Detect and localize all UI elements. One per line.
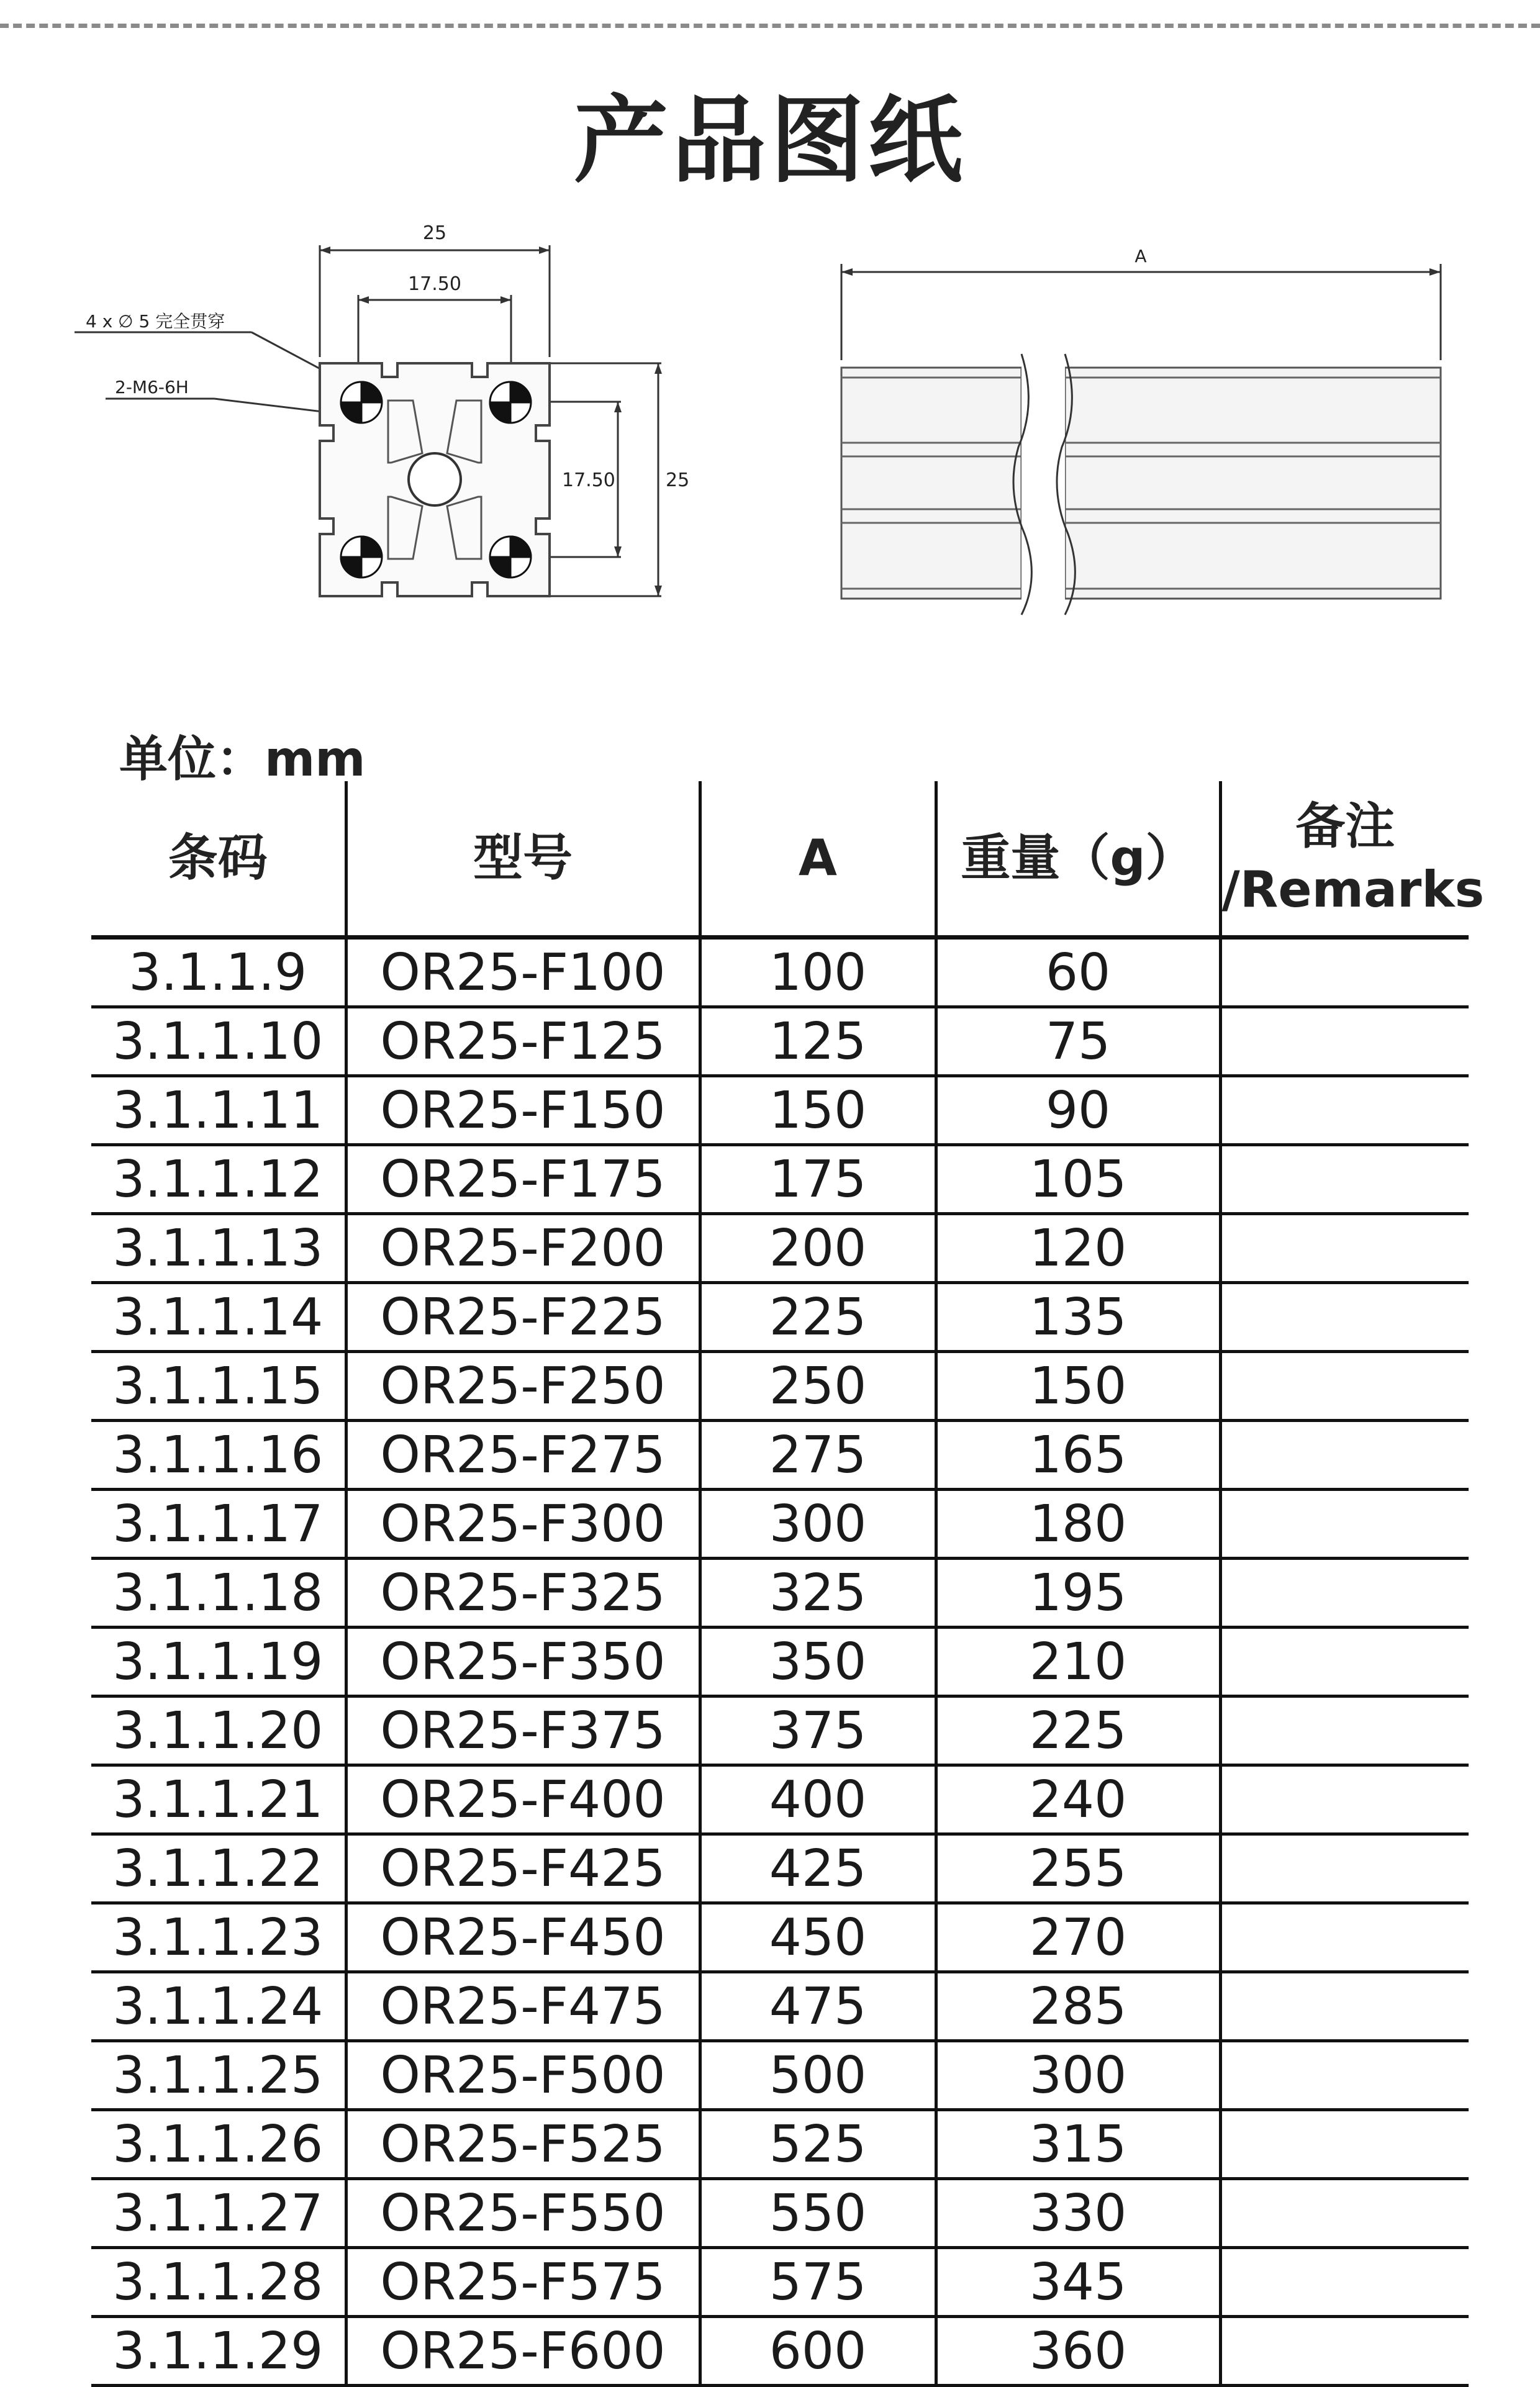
cell-weight: 75: [936, 1007, 1220, 1076]
cell-barcode: 3.1.1.18: [91, 1559, 346, 1628]
cell-barcode: 3.1.1.17: [91, 1490, 346, 1559]
cell-model: OR25-F575: [346, 2248, 700, 2317]
cell-length: 125: [700, 1007, 936, 1076]
cell-barcode: 3.1.1.25: [91, 2041, 346, 2110]
cell-weight: 360: [936, 2317, 1220, 2386]
cell-length: 225: [700, 1283, 936, 1352]
table-row: [91, 1214, 1469, 1283]
cell-model: OR25-F325: [346, 1559, 700, 1628]
table-row: [91, 1696, 1469, 1765]
profile-cross-section-drawing: [75, 214, 720, 618]
dim-inner-height: 17.50: [562, 469, 615, 491]
cell-barcode: 3.1.1.29: [91, 2317, 346, 2386]
cell-barcode: 3.1.1.23: [91, 1903, 346, 1972]
table-row: [91, 1972, 1469, 2041]
table-row: [91, 1765, 1469, 1834]
header-barcode: 条码: [91, 781, 346, 938]
cell-weight: 270: [936, 1903, 1220, 1972]
table-row: [91, 1559, 1469, 1628]
cell-model: OR25-F150: [346, 1076, 700, 1145]
cell-barcode: 3.1.1.12: [91, 1145, 346, 1214]
spec-table-wrapper: [91, 781, 1485, 2387]
cell-barcode: 3.1.1.15: [91, 1352, 346, 1421]
table-row: [91, 2317, 1469, 2386]
cell-weight: 345: [936, 2248, 1220, 2317]
cell-length: 250: [700, 1352, 936, 1421]
cell-length: 575: [700, 2248, 936, 2317]
cell-weight: 180: [936, 1490, 1220, 1559]
cell-weight: 165: [936, 1421, 1220, 1490]
cell-remarks: [1220, 2041, 1469, 2110]
table-row: [91, 1145, 1469, 1214]
cell-weight: 60: [936, 938, 1220, 1007]
cell-weight: 240: [936, 1765, 1220, 1834]
cell-remarks: [1220, 1628, 1469, 1696]
cell-remarks: [1220, 2179, 1469, 2248]
cell-length: 325: [700, 1559, 936, 1628]
cell-model: OR25-F475: [346, 1972, 700, 2041]
cell-model: OR25-F550: [346, 2179, 700, 2248]
cell-model: OR25-F125: [346, 1007, 700, 1076]
cell-model: OR25-F175: [346, 1145, 700, 1214]
cell-barcode: 3.1.1.20: [91, 1696, 346, 1765]
cell-weight: 330: [936, 2179, 1220, 2248]
cell-length: 425: [700, 1834, 936, 1903]
table-body: [91, 938, 1469, 2386]
table-row: [91, 938, 1469, 1007]
cell-remarks: [1220, 1834, 1469, 1903]
header-weight: 重量（g）: [936, 781, 1220, 938]
cell-length: 175: [700, 1145, 936, 1214]
dim-inner-width: 17.50: [408, 273, 461, 295]
table-row: [91, 1903, 1469, 1972]
cell-length: 475: [700, 1972, 936, 2041]
profile-side-view-drawing: [835, 236, 1456, 621]
cell-barcode: 3.1.1.24: [91, 1972, 346, 2041]
cell-weight: 285: [936, 1972, 1220, 2041]
cell-barcode: 3.1.1.27: [91, 2179, 346, 2248]
header-length: A: [700, 781, 936, 938]
table-row: [91, 1834, 1469, 1903]
cell-remarks: [1220, 1283, 1469, 1352]
cell-weight: 255: [936, 1834, 1220, 1903]
cell-weight: 120: [936, 1214, 1220, 1283]
cell-model: OR25-F400: [346, 1765, 700, 1834]
cell-barcode: 3.1.1.9: [91, 938, 346, 1007]
cell-length: 400: [700, 1765, 936, 1834]
cell-remarks: [1220, 1559, 1469, 1628]
cell-weight: 315: [936, 2110, 1220, 2179]
page-title: 产品图纸: [574, 86, 966, 196]
cell-length: 375: [700, 1696, 936, 1765]
cell-model: OR25-F250: [346, 1352, 700, 1421]
cell-length: 350: [700, 1628, 936, 1696]
table-header-row: [91, 781, 1469, 938]
cell-model: OR25-F525: [346, 2110, 700, 2179]
cell-weight: 300: [936, 2041, 1220, 2110]
cell-length: 525: [700, 2110, 936, 2179]
cell-remarks: [1220, 1007, 1469, 1076]
cell-length: 150: [700, 1076, 936, 1145]
cell-weight: 135: [936, 1283, 1220, 1352]
cell-remarks: [1220, 2317, 1469, 2386]
cell-weight: 150: [936, 1352, 1220, 1421]
cell-length: 300: [700, 1490, 936, 1559]
table-row: [91, 1007, 1469, 1076]
cell-length: 600: [700, 2317, 936, 2386]
cell-remarks: [1220, 1765, 1469, 1834]
header-remarks: 备注 /Remarks: [1220, 781, 1469, 938]
cell-length: 100: [700, 938, 936, 1007]
cell-remarks: [1220, 1903, 1469, 1972]
cell-weight: 105: [936, 1145, 1220, 1214]
table-row: [91, 2110, 1469, 2179]
cell-barcode: 3.1.1.16: [91, 1421, 346, 1490]
cell-model: OR25-F300: [346, 1490, 700, 1559]
cell-length: 500: [700, 2041, 936, 2110]
cell-remarks: [1220, 1076, 1469, 1145]
hole-note: 4 x ∅ 5 完全贯穿: [86, 311, 225, 332]
cell-length: 550: [700, 2179, 936, 2248]
cell-weight: 210: [936, 1628, 1220, 1696]
table-row: [91, 1352, 1469, 1421]
cell-model: OR25-F350: [346, 1628, 700, 1696]
top-dashed-divider: [0, 24, 1540, 28]
cell-barcode: 3.1.1.22: [91, 1834, 346, 1903]
cell-remarks: [1220, 1145, 1469, 1214]
thread-note: 2-M6-6H: [115, 377, 189, 397]
cell-length: 450: [700, 1903, 936, 1972]
table-row: [91, 2179, 1469, 2248]
cell-remarks: [1220, 938, 1469, 1007]
cell-remarks: [1220, 1490, 1469, 1559]
table-row: [91, 1421, 1469, 1490]
cell-barcode: 3.1.1.19: [91, 1628, 346, 1696]
cell-remarks: [1220, 2248, 1469, 2317]
table-row: [91, 2041, 1469, 2110]
cell-length: 200: [700, 1214, 936, 1283]
unit-label: 单位：mm: [119, 732, 366, 787]
cell-remarks: [1220, 1696, 1469, 1765]
cell-remarks: [1220, 1214, 1469, 1283]
cell-barcode: 3.1.1.10: [91, 1007, 346, 1076]
cell-weight: 195: [936, 1559, 1220, 1628]
cell-model: OR25-F275: [346, 1421, 700, 1490]
cell-model: OR25-F500: [346, 2041, 700, 2110]
table-row: [91, 1628, 1469, 1696]
cell-model: OR25-F450: [346, 1903, 700, 1972]
cell-remarks: [1220, 1421, 1469, 1490]
cell-barcode: 3.1.1.28: [91, 2248, 346, 2317]
cell-barcode: 3.1.1.26: [91, 2110, 346, 2179]
header-model: 型号: [346, 781, 700, 938]
cell-length: 275: [700, 1421, 936, 1490]
cell-model: OR25-F600: [346, 2317, 700, 2386]
cell-remarks: [1220, 1352, 1469, 1421]
cell-remarks: [1220, 2110, 1469, 2179]
table-row: [91, 1283, 1469, 1352]
cell-model: OR25-F225: [346, 1283, 700, 1352]
table-row: [91, 2248, 1469, 2317]
cell-model: OR25-F200: [346, 1214, 700, 1283]
cell-weight: 225: [936, 1696, 1220, 1765]
cell-barcode: 3.1.1.13: [91, 1214, 346, 1283]
dim-outer-height: 25: [666, 469, 690, 491]
table-row: [91, 1076, 1469, 1145]
dim-top-width: 25: [422, 222, 447, 244]
spec-table: [91, 781, 1485, 2387]
cell-weight: 90: [936, 1076, 1220, 1145]
cell-barcode: 3.1.1.11: [91, 1076, 346, 1145]
table-row: [91, 1490, 1469, 1559]
cell-barcode: 3.1.1.21: [91, 1765, 346, 1834]
cell-barcode: 3.1.1.14: [91, 1283, 346, 1352]
dim-length: A: [1135, 246, 1147, 266]
cell-model: OR25-F100: [346, 938, 700, 1007]
cell-model: OR25-F425: [346, 1834, 700, 1903]
cell-model: OR25-F375: [346, 1696, 700, 1765]
cell-remarks: [1220, 1972, 1469, 2041]
